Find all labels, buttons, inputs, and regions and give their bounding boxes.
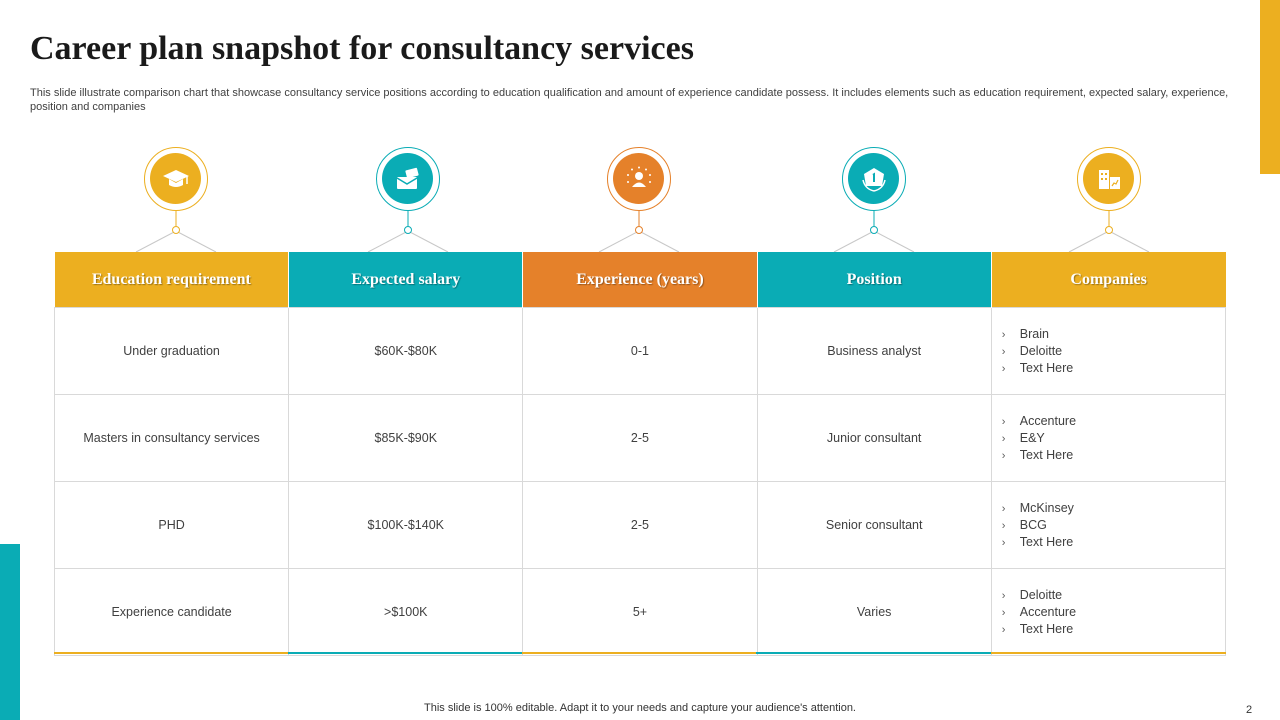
company-name: Text Here (1019, 360, 1074, 375)
right-accent-bar (1260, 0, 1280, 174)
company-building-icon (1083, 153, 1134, 204)
table-row (55, 308, 1226, 395)
icon-ring (376, 147, 440, 211)
cell-salary: $60K-$80K (289, 308, 523, 395)
icon-column-position (756, 147, 990, 252)
cell-position: Varies (757, 569, 991, 656)
company-name: Text Here (1019, 534, 1074, 549)
cell-companies (991, 308, 1225, 395)
slide-subtitle: This slide illustrate comparison chart that showcase consultancy service positions according to education qualification and amount of experience candidate possess. It includes elements such as education requirement, expected salary, experience, position and companies (30, 87, 1229, 113)
column-bottom-border (54, 652, 288, 654)
chevron-right-icon: › (1001, 362, 1006, 375)
experienced-person-icon (613, 153, 664, 204)
graduation-cap-icon (150, 153, 201, 204)
icon-ring (842, 147, 906, 211)
comparison-table (54, 252, 1226, 656)
company-name: Accenture (1019, 604, 1077, 619)
list-item (1002, 360, 1225, 377)
company-name: E&Y (1019, 430, 1045, 445)
icon-column-salary (288, 147, 522, 252)
list-item (1002, 500, 1225, 517)
list-item (1002, 587, 1225, 604)
list-item (1002, 447, 1225, 464)
number-one-badge-icon (848, 153, 899, 204)
company-list (1002, 326, 1225, 377)
chevron-right-icon: › (1001, 519, 1006, 532)
header-salary: Expected salary (289, 252, 523, 308)
company-name: Text Here (1019, 621, 1074, 636)
company-name: Deloitte (1019, 587, 1063, 602)
list-item (1002, 604, 1225, 621)
chevron-right-icon: › (1001, 449, 1006, 462)
company-name: Brain (1019, 326, 1049, 341)
cell-position: Business analyst (757, 308, 991, 395)
cell-education: Under graduation (55, 308, 289, 395)
chevron-right-icon: › (1001, 432, 1006, 445)
list-item (1002, 534, 1225, 551)
header-education: Education requirement (55, 252, 289, 308)
column-bottom-border (288, 652, 522, 654)
cell-education: PHD (55, 482, 289, 569)
cell-salary: >$100K (289, 569, 523, 656)
icon-ring (607, 147, 671, 211)
icon-column-education (54, 147, 288, 252)
header-companies: Companies (991, 252, 1225, 308)
table-row (55, 395, 1226, 482)
cell-experience: 2-5 (523, 482, 757, 569)
slide-footer: This slide is 100% editable. Adapt it to your needs and capture your audience's attention. (424, 702, 856, 714)
cell-education: Experience candidate (55, 569, 289, 656)
company-name: Accenture (1019, 413, 1077, 428)
header-position: Position (757, 252, 991, 308)
cell-salary: $100K-$140K (289, 482, 523, 569)
company-list (1002, 500, 1225, 551)
column-bottom-border (991, 652, 1226, 654)
company-list (1002, 413, 1225, 464)
icon-ring (1077, 147, 1141, 211)
chevron-right-icon: › (1001, 536, 1006, 549)
cell-position: Senior consultant (757, 482, 991, 569)
cell-experience: 0-1 (523, 308, 757, 395)
company-name: Text Here (1019, 447, 1074, 462)
company-list (1002, 587, 1225, 638)
cell-companies (991, 569, 1225, 656)
list-item (1002, 413, 1225, 430)
list-item (1002, 343, 1225, 360)
slide-title: Career plan snapshot for consultancy services (30, 30, 694, 67)
page-number: 2 (1246, 704, 1253, 716)
header-experience: Experience (years) (523, 252, 757, 308)
list-item (1002, 326, 1225, 343)
table-row (55, 569, 1226, 656)
table-row (55, 482, 1226, 569)
list-item (1002, 517, 1225, 534)
icon-ring (144, 147, 208, 211)
left-accent-bar (0, 544, 20, 720)
cell-salary: $85K-$90K (289, 395, 523, 482)
chevron-right-icon: › (1001, 345, 1006, 358)
cell-companies (991, 482, 1225, 569)
chevron-right-icon: › (1001, 415, 1006, 428)
chevron-right-icon: › (1001, 589, 1006, 602)
column-bottom-border (522, 652, 756, 654)
icon-column-companies (990, 147, 1224, 252)
icon-column-experience (522, 147, 756, 252)
company-name: Deloitte (1019, 343, 1063, 358)
cell-experience: 2-5 (523, 395, 757, 482)
cell-position: Junior consultant (757, 395, 991, 482)
company-name: BCG (1019, 517, 1047, 532)
cell-experience: 5+ (523, 569, 757, 656)
chevron-right-icon: › (1001, 328, 1006, 341)
salary-cash-icon (382, 153, 433, 204)
chevron-right-icon: › (1001, 623, 1006, 636)
cell-companies (991, 395, 1225, 482)
cell-education: Masters in consultancy services (55, 395, 289, 482)
chevron-right-icon: › (1001, 606, 1006, 619)
list-item (1002, 430, 1225, 447)
column-bottom-border (756, 652, 991, 654)
company-name: McKinsey (1019, 500, 1074, 515)
table-header-row (55, 252, 1226, 308)
chevron-right-icon: › (1001, 502, 1006, 515)
list-item (1002, 621, 1225, 638)
